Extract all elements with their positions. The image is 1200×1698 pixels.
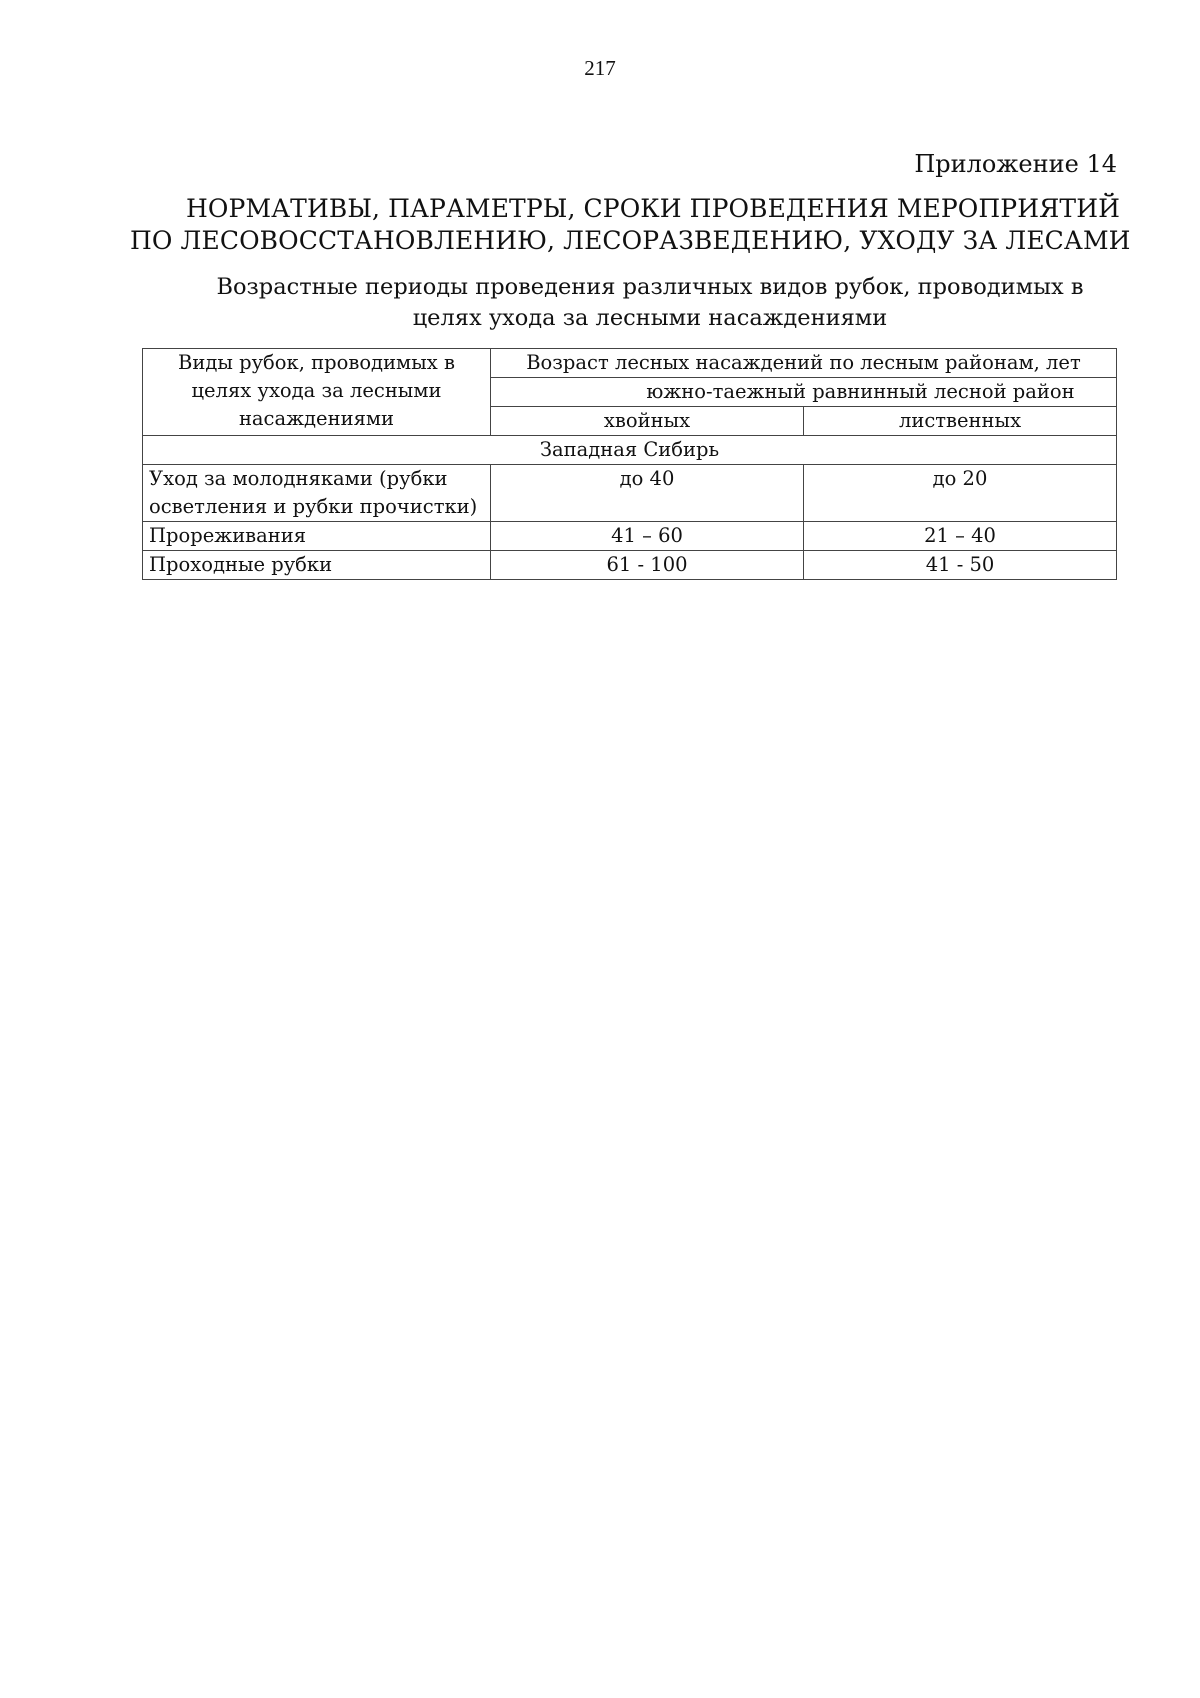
region-label: Западная Сибирь bbox=[143, 436, 1117, 465]
row-deciduous-age: 41 - 50 bbox=[804, 551, 1117, 580]
logging-age-table bbox=[142, 348, 1117, 580]
row-deciduous-age: 21 – 40 bbox=[804, 522, 1117, 551]
appendix-label: Приложение 14 bbox=[914, 150, 1117, 178]
row-deciduous-age: до 20 bbox=[804, 465, 1117, 522]
caption-line-1: Возрастные периоды проведения различных видов рубок, проводимых в bbox=[216, 274, 1084, 300]
row-logging-type: Уход за молодняками (рубки осветления и рубки прочистки) bbox=[143, 465, 491, 522]
page-number: 217 bbox=[584, 56, 616, 80]
header-row-1 bbox=[143, 349, 1117, 378]
row-coniferous-age: 61 - 100 bbox=[491, 551, 804, 580]
row-coniferous-age: 41 – 60 bbox=[491, 522, 804, 551]
header-forest-district: южно-таежный равнинный лесной район bbox=[491, 378, 1117, 407]
row-coniferous-age: до 40 bbox=[491, 465, 804, 522]
table-row bbox=[143, 465, 1117, 522]
title-line-1: НОРМАТИВЫ, ПАРАМЕТРЫ, СРОКИ ПРОВЕДЕНИЯ МЕРОПРИЯТИЙ bbox=[186, 194, 1120, 223]
header-age-group: Возраст лесных насаждений по лесным районам, лет bbox=[491, 349, 1117, 378]
document-title bbox=[130, 193, 1131, 257]
table-row bbox=[143, 551, 1117, 580]
region-row bbox=[143, 436, 1117, 465]
table-caption bbox=[190, 272, 1110, 334]
row-logging-type: Прореживания bbox=[143, 522, 491, 551]
header-deciduous: лиственных bbox=[804, 407, 1117, 436]
row-logging-type: Проходные рубки bbox=[143, 551, 491, 580]
table-row bbox=[143, 522, 1117, 551]
header-logging-type: Виды рубок, проводимых в целях ухода за лесными насаждениями bbox=[143, 349, 491, 436]
header-coniferous: хвойных bbox=[491, 407, 804, 436]
title-line-2: ПО ЛЕСОВОССТАНОВЛЕНИЮ, ЛЕСОРАЗВЕДЕНИЮ, УХОДУ ЗА ЛЕСАМИ bbox=[130, 226, 1131, 255]
caption-line-2: целях ухода за лесными насаждениями bbox=[412, 305, 888, 331]
